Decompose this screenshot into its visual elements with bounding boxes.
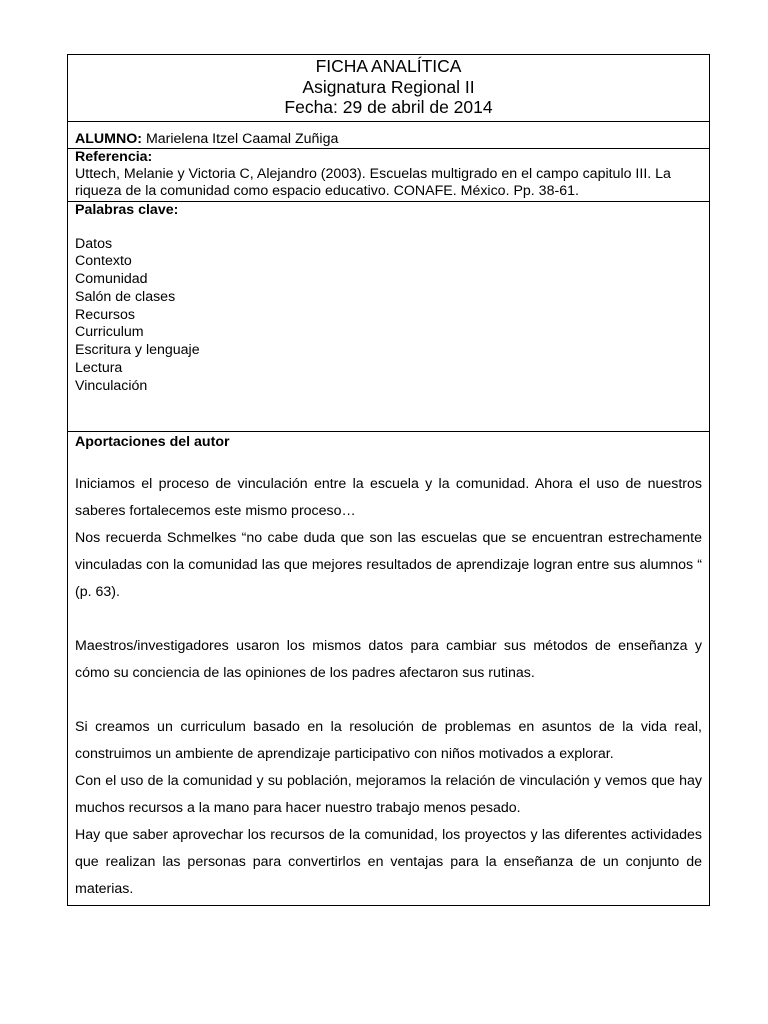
student-row: [68, 121, 710, 148]
contributions-cell: [68, 431, 710, 905]
keyword-item: Recursos: [75, 306, 135, 323]
keywords-row: [68, 201, 710, 431]
contribution-paragraph: Si creamos un curriculum basado en la resolución de problemas en asuntos de la vida real, construimos un ambiente de aprendizaje participativo con niños motivados a explorar.: [75, 718, 702, 762]
keyword-item: Escritura y lenguaje: [75, 342, 200, 359]
date-line: Fecha: 29 de abril de 2014: [284, 97, 493, 117]
contribution-paragraph: Con el uso de la comunidad y su población, mejoramos la relación de vinculación y vemos que hay muchos recursos a la mano para hacer nuestro trabajo menos pesado.: [75, 772, 702, 816]
analytic-sheet-table: [67, 54, 710, 906]
student-label: ALUMNO:: [75, 130, 142, 147]
keyword-item: Datos: [75, 235, 113, 252]
header-row: [68, 55, 710, 122]
contribution-paragraph: Hay que saber aprovechar los recursos de la comunidad, los proyectos y las diferentes actividades que realizan las personas para convertirlos en ventajas para la enseñanza de un conjunto de materias.: [75, 826, 702, 897]
contribution-paragraph: Nos recuerda Schmelkes “no cabe duda que son las escuelas que se encuentran estrechamente vinculadas con la comunidad las que mejores resultados de aprendizaje logran entre sus alumnos “ (p. 63).: [75, 529, 702, 600]
keywords-label: Palabras clave:: [75, 201, 179, 218]
reference-cell: [68, 148, 710, 201]
keywords-list: [75, 236, 702, 396]
contributions-label: Aportaciones del autor: [75, 433, 230, 450]
keyword-item: Contexto: [75, 253, 132, 270]
reference-text: Uttech, Melanie y Victoria C, Alejandro (2003). Escuelas multigrado en el campo capitulo III. La riqueza de la comunidad como espacio educativo. CONAFE. México. Pp. 38-61.: [75, 165, 671, 199]
reference-label: Referencia:: [75, 148, 153, 165]
sheet-title: FICHA ANALÍTICA: [315, 56, 462, 76]
contribution-paragraph: Maestros/investigadores usaron los mismos datos para cambiar sus métodos de enseñanza y cómo su conciencia de las opiniones de los padres afectaron sus rutinas.: [75, 637, 702, 681]
contribution-paragraph: Iniciamos el proceso de vinculación entre la escuela y la comunidad. Ahora el uso de nuestros saberes fortalecemos este mismo proceso…: [75, 475, 702, 519]
keyword-item: Salón de clases: [75, 288, 176, 305]
student-cell: [68, 121, 710, 148]
reference-row: [68, 148, 710, 201]
keyword-item: Comunidad: [75, 271, 148, 288]
contributions-row: [68, 431, 710, 905]
subject-line: Asignatura Regional II: [302, 76, 475, 97]
keywords-cell: [68, 201, 710, 431]
keyword-item: Lectura: [75, 360, 123, 377]
keyword-item: Vinculación: [75, 377, 148, 394]
header-cell: [68, 55, 710, 122]
keyword-item: Curriculum: [75, 324, 144, 341]
student-name: Marielena Itzel Caamal Zuñiga: [145, 130, 339, 147]
